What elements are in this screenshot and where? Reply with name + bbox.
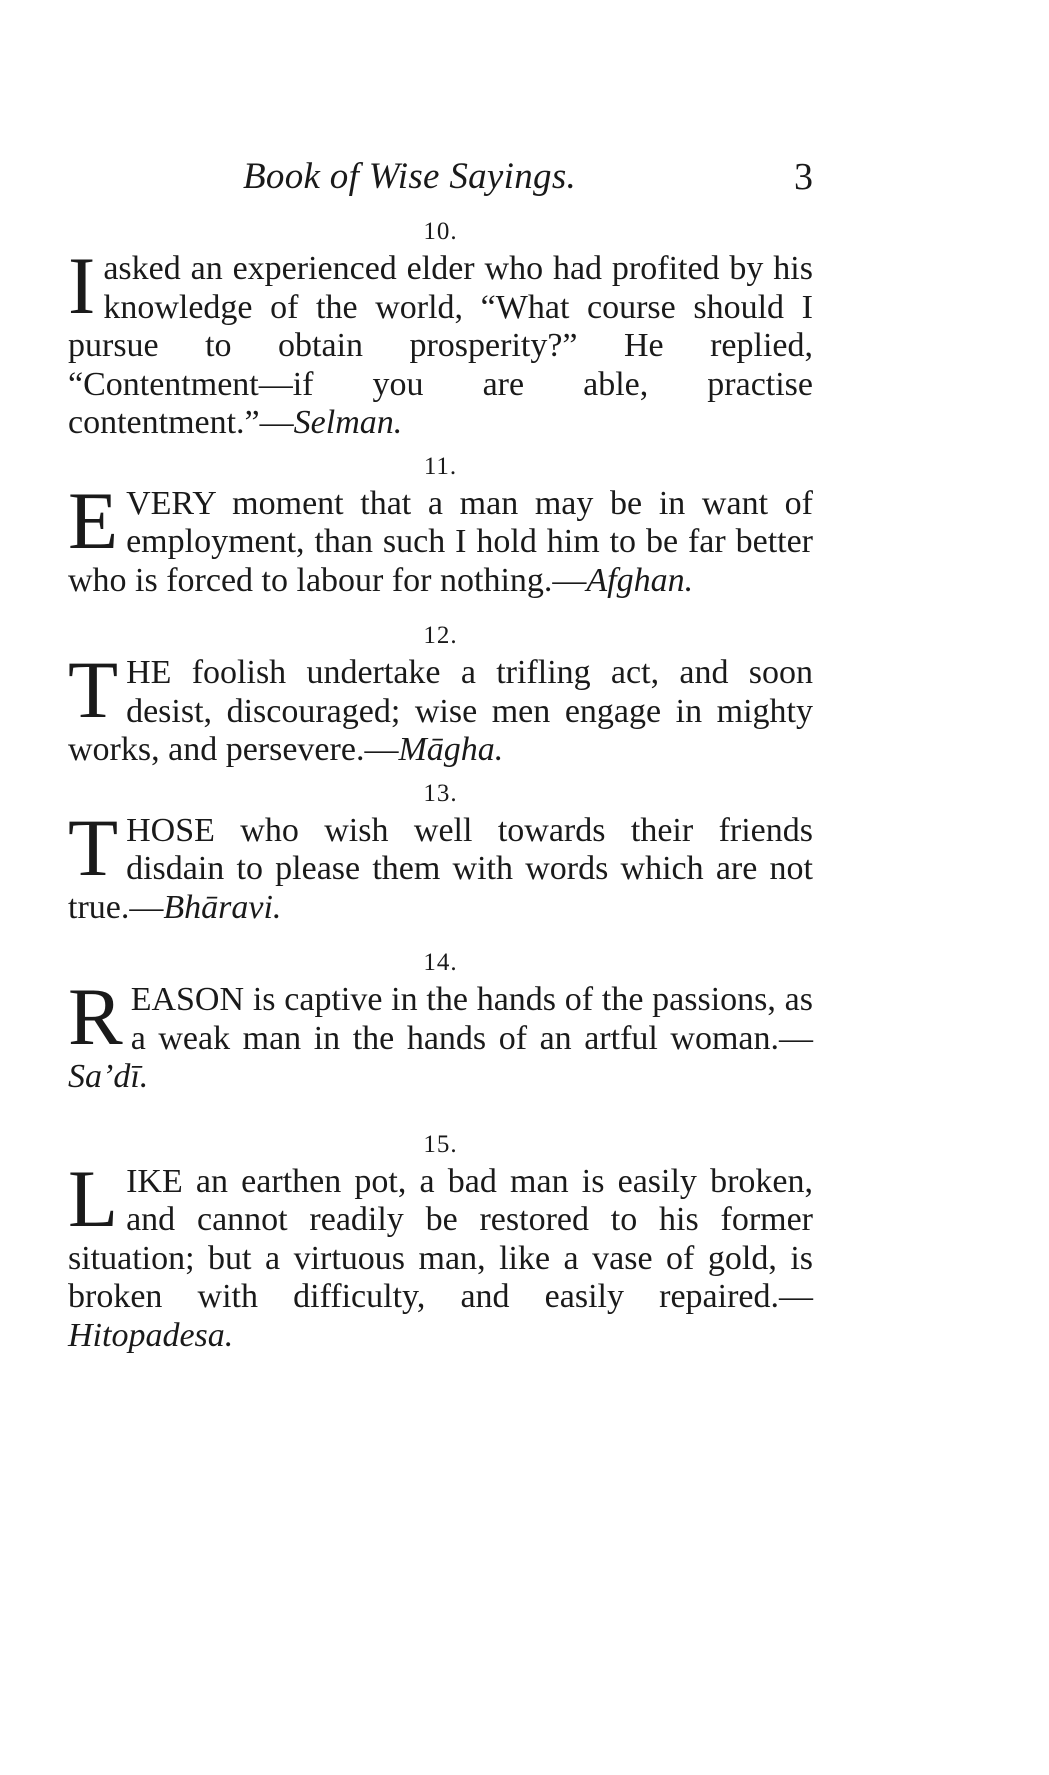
saying-body: an earthen pot, a bad man is easily broken, and cannot readily be restored to his former situation; but a virtuous man, like a vase of gold, is broken with difficulty, and easily repaired.— bbox=[68, 1162, 813, 1315]
page-number: 3 bbox=[794, 156, 813, 198]
saying-number: 12. bbox=[423, 622, 458, 649]
saying-11 bbox=[68, 449, 813, 601]
attribution: Sa’dī. bbox=[68, 1058, 149, 1095]
saying-13 bbox=[68, 776, 813, 928]
attribution: Bhāravi. bbox=[163, 888, 282, 926]
saying-number: 15. bbox=[423, 1130, 458, 1158]
lead-word: VERY bbox=[126, 484, 216, 522]
saying-body: asked an experienced elder who had profited by his knowledge of the world, “What course should I pursue to obtain prosperity?” He replied, “Contentment—if you are able, practise contentment.”— bbox=[68, 250, 813, 441]
page-header bbox=[68, 140, 813, 210]
lead-word: HOSE bbox=[126, 811, 215, 849]
drop-cap: E bbox=[68, 474, 119, 566]
attribution: Afghan. bbox=[586, 561, 694, 599]
saying-14 bbox=[68, 945, 813, 1097]
drop-cap: R bbox=[68, 971, 123, 1062]
saying-number: 10. bbox=[423, 218, 458, 245]
saying-text bbox=[68, 1152, 813, 1356]
saying-body: is captive in the hands of the passions, as a weak man in the hands of an artful woman.— bbox=[130, 981, 813, 1057]
saying-10 bbox=[68, 214, 813, 443]
saying-15 bbox=[68, 1127, 813, 1356]
lead-word: EASON bbox=[130, 981, 245, 1018]
saying-text bbox=[68, 240, 813, 443]
attribution: Māgha. bbox=[398, 731, 504, 768]
attribution: Selman. bbox=[293, 404, 403, 441]
lead-word: HE bbox=[126, 654, 172, 691]
saying-text bbox=[68, 801, 813, 928]
attribution: Hitopadesa. bbox=[68, 1316, 234, 1354]
saying-text bbox=[68, 474, 813, 601]
lead-word: IKE bbox=[126, 1162, 183, 1200]
drop-cap: T bbox=[68, 801, 119, 893]
saying-12 bbox=[68, 618, 813, 770]
drop-cap: T bbox=[68, 644, 119, 735]
saying-number: 14. bbox=[423, 949, 458, 976]
saying-body: foolish undertake a trifling act, and soon desist, discouraged; wise men engage in mighty works, and persevere.— bbox=[68, 654, 813, 768]
saying-text bbox=[68, 971, 813, 1097]
saying-number: 11. bbox=[423, 452, 458, 480]
saying-body: moment that a man may be in want of employment, than such I hold him to be far better who is forced to labour for nothing.— bbox=[68, 484, 813, 599]
drop-cap: L bbox=[68, 1152, 119, 1244]
drop-cap: I bbox=[68, 240, 96, 331]
book-page bbox=[68, 140, 813, 1355]
saying-number: 13. bbox=[423, 779, 458, 807]
running-title: Book of Wise Sayings. bbox=[243, 156, 577, 197]
saying-text bbox=[68, 644, 813, 770]
saying-body: who wish well towards their friends disdain to please them with words which are not true.— bbox=[68, 811, 813, 926]
